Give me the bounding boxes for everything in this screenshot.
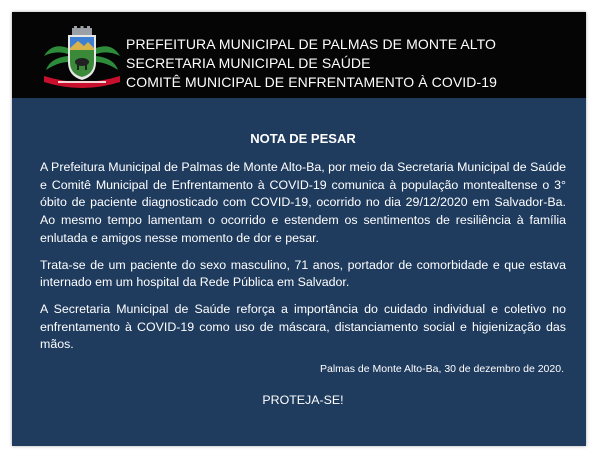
date-line: Palmas de Monte Alto-Ba, 30 de dezembro de 2020. <box>320 363 564 376</box>
header-title-secretaria: SECRETARIA MUNICIPAL DE SAÚDE <box>126 55 371 71</box>
paragraph-recommendations: A Secretaria Municipal de Saúde reforça a importância do cuidado individual e coletivo no enfrentamento à COVID-19 como uso de máscara, distanciamento social e higienização das mãos. <box>40 301 566 352</box>
condolence-note-card <box>12 12 586 446</box>
note-title: NOTA DE PESAR <box>250 131 356 146</box>
note-body <box>40 98 566 407</box>
header-titles <box>126 35 497 92</box>
header-title-prefeitura: PREFEITURA MUNICIPAL DE PALMAS DE MONTE ALTO <box>126 36 497 52</box>
paragraph-patient-details: Trata-se de um paciente do sexo masculino, 71 anos, portador de comorbidade e que estava internado em um hospital da Rede Pública em Salvador. <box>40 257 566 290</box>
municipal-crest-icon <box>38 26 126 92</box>
paragraph-announcement: A Prefeitura Municipal de Palmas de Monte Alto-Ba, por meio da Secretaria Municipal de Saúde e Comitê Municipal de Enfrentamento à COVID-19 comunica à população montealtense o 3° óbito de paciente diagnosticado com COVID-19, ocorrido no dia 29/12/2020 em Salvador-Ba. Ao mesmo tempo lamentam o ocorrido e estendem os sentimentos de resiliência à família enlutada e amigos nesse momento de dor e pesar. <box>40 160 566 245</box>
header-title-comite: COMITÊ MUNICIPAL DE ENFRENTAMENTO À COVID-19 <box>126 74 498 90</box>
closing-line: PROTEJA-SE! <box>262 393 344 408</box>
header-bar <box>12 12 586 98</box>
